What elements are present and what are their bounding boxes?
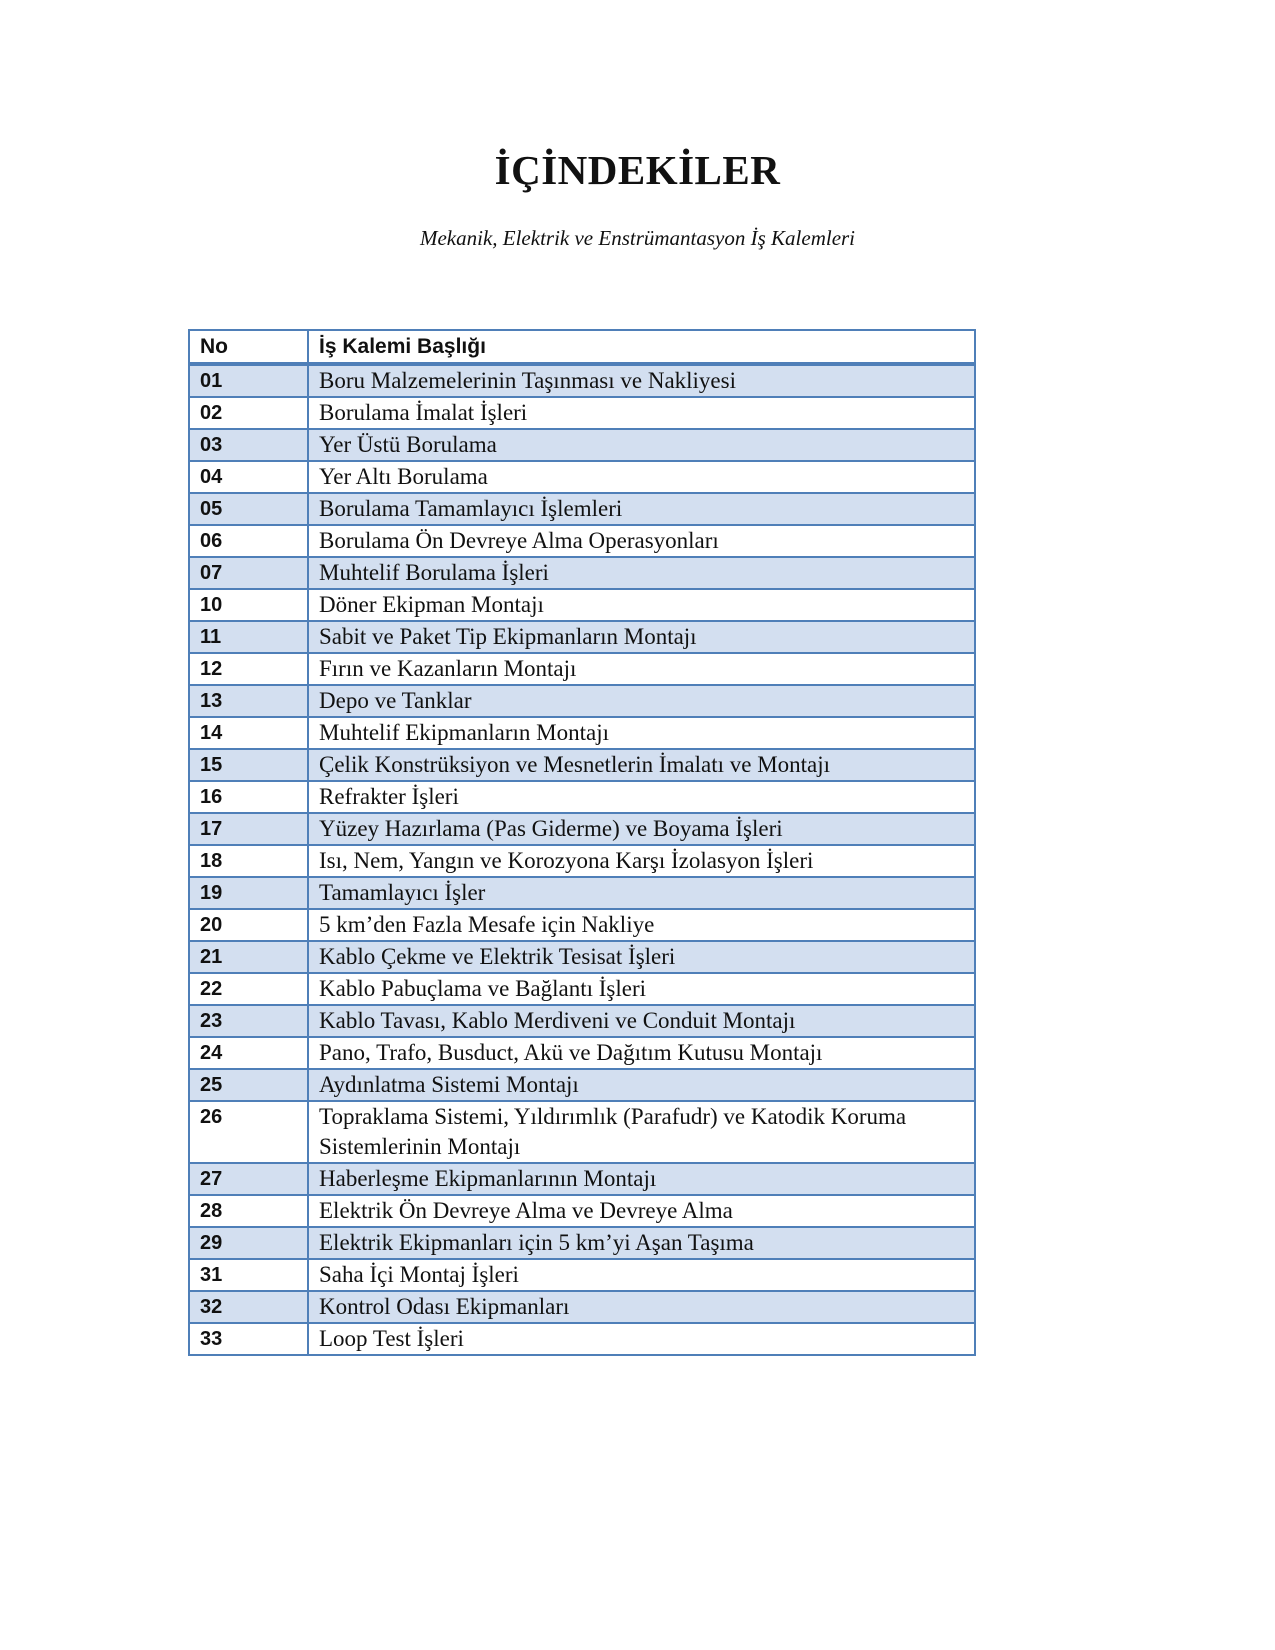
item-title: Boru Malzemelerinin Taşınması ve Nakliyesi	[308, 364, 975, 397]
item-number: 18	[189, 845, 308, 877]
header-row	[189, 330, 975, 364]
item-number: 04	[189, 461, 308, 493]
table-row	[189, 1005, 975, 1037]
table-row	[189, 557, 975, 589]
table-row	[189, 717, 975, 749]
item-title: Fırın ve Kazanların Montajı	[308, 653, 975, 685]
item-number: 25	[189, 1069, 308, 1101]
item-title: Borulama Ön Devreye Alma Operasyonları	[308, 525, 975, 557]
table-row	[189, 525, 975, 557]
table-header	[189, 330, 975, 364]
item-title: 5 km’den Fazla Mesafe için Nakliye	[308, 909, 975, 941]
item-title: Pano, Trafo, Busduct, Akü ve Dağıtım Kutusu Montajı	[308, 1037, 975, 1069]
item-title: Depo ve Tanklar	[308, 685, 975, 717]
item-number: 28	[189, 1195, 308, 1227]
page-subtitle: Mekanik, Elektrik ve Enstrümantasyon İş Kalemleri	[419, 226, 856, 250]
item-number: 20	[189, 909, 308, 941]
item-number: 29	[189, 1227, 308, 1259]
item-title: Kontrol Odası Ekipmanları	[308, 1291, 975, 1323]
item-number: 12	[189, 653, 308, 685]
table-row	[189, 941, 975, 973]
item-number: 10	[189, 589, 308, 621]
item-title: Aydınlatma Sistemi Montajı	[308, 1069, 975, 1101]
table-row	[189, 1259, 975, 1291]
table-row	[189, 813, 975, 845]
table-row	[189, 685, 975, 717]
item-number: 15	[189, 749, 308, 781]
item-title: Yer Altı Borulama	[308, 461, 975, 493]
table-row	[189, 397, 975, 429]
item-number: 02	[189, 397, 308, 429]
item-title: Kablo Tavası, Kablo Merdiveni ve Conduit Montajı	[308, 1005, 975, 1037]
item-number: 11	[189, 621, 308, 653]
table-row	[189, 1291, 975, 1323]
item-number: 22	[189, 973, 308, 1005]
table-row	[189, 909, 975, 941]
table-row	[189, 621, 975, 653]
item-title: Saha İçi Montaj İşleri	[308, 1259, 975, 1291]
item-number: 01	[189, 364, 308, 397]
table-row	[189, 1323, 975, 1355]
item-number: 26	[189, 1101, 308, 1163]
item-number: 16	[189, 781, 308, 813]
item-number: 14	[189, 717, 308, 749]
item-number: 07	[189, 557, 308, 589]
item-title: Tamamlayıcı İşler	[308, 877, 975, 909]
item-title: Döner Ekipman Montajı	[308, 589, 975, 621]
item-number: 19	[189, 877, 308, 909]
item-number: 17	[189, 813, 308, 845]
table-body	[189, 364, 975, 1355]
item-number: 32	[189, 1291, 308, 1323]
table-row	[189, 364, 975, 397]
table-row	[189, 781, 975, 813]
item-number: 23	[189, 1005, 308, 1037]
table-row	[189, 1037, 975, 1069]
table-of-contents	[188, 329, 976, 1356]
item-number: 03	[189, 429, 308, 461]
table-row	[189, 749, 975, 781]
item-number: 31	[189, 1259, 308, 1291]
item-title: Çelik Konstrüksiyon ve Mesnetlerin İmalatı ve Montajı	[308, 749, 975, 781]
item-number: 21	[189, 941, 308, 973]
item-title: Sabit ve Paket Tip Ekipmanların Montajı	[308, 621, 975, 653]
table-row	[189, 1069, 975, 1101]
table-row	[189, 1227, 975, 1259]
item-title: Topraklama Sistemi, Yıldırımlık (Parafudr) ve Katodik Koruma Sistemlerinin Montajı	[308, 1101, 975, 1163]
item-number: 06	[189, 525, 308, 557]
item-number: 24	[189, 1037, 308, 1069]
item-title: Refrakter İşleri	[308, 781, 975, 813]
item-number: 27	[189, 1163, 308, 1195]
item-title: Muhtelif Borulama İşleri	[308, 557, 975, 589]
column-header-title: İş Kalemi Başlığı	[308, 330, 975, 364]
item-number: 13	[189, 685, 308, 717]
page-title: İÇİNDEKİLER	[494, 147, 781, 193]
item-title: Isı, Nem, Yangın ve Korozyona Karşı İzolasyon İşleri	[308, 845, 975, 877]
item-title: Kablo Pabuçlama ve Bağlantı İşleri	[308, 973, 975, 1005]
item-title: Elektrik Ön Devreye Alma ve Devreye Alma	[308, 1195, 975, 1227]
table-row	[189, 589, 975, 621]
table-row	[189, 461, 975, 493]
table-row	[189, 493, 975, 525]
item-number: 05	[189, 493, 308, 525]
item-number: 33	[189, 1323, 308, 1355]
table-row	[189, 1195, 975, 1227]
item-title: Yer Üstü Borulama	[308, 429, 975, 461]
item-title: Yüzey Hazırlama (Pas Giderme) ve Boyama İşleri	[308, 813, 975, 845]
table-row	[189, 973, 975, 1005]
table-row	[189, 845, 975, 877]
item-title: Kablo Çekme ve Elektrik Tesisat İşleri	[308, 941, 975, 973]
table-row	[189, 429, 975, 461]
item-title: Borulama İmalat İşleri	[308, 397, 975, 429]
item-title: Muhtelif Ekipmanların Montajı	[308, 717, 975, 749]
table-row	[189, 653, 975, 685]
table-row	[189, 877, 975, 909]
item-title: Haberleşme Ekipmanlarının Montajı	[308, 1163, 975, 1195]
table-row	[189, 1163, 975, 1195]
table-row	[189, 1101, 975, 1163]
column-header-no: No	[189, 330, 308, 364]
item-title: Borulama Tamamlayıcı İşlemleri	[308, 493, 975, 525]
item-title: Elektrik Ekipmanları için 5 km’yi Aşan Taşıma	[308, 1227, 975, 1259]
item-title: Loop Test İşleri	[308, 1323, 975, 1355]
